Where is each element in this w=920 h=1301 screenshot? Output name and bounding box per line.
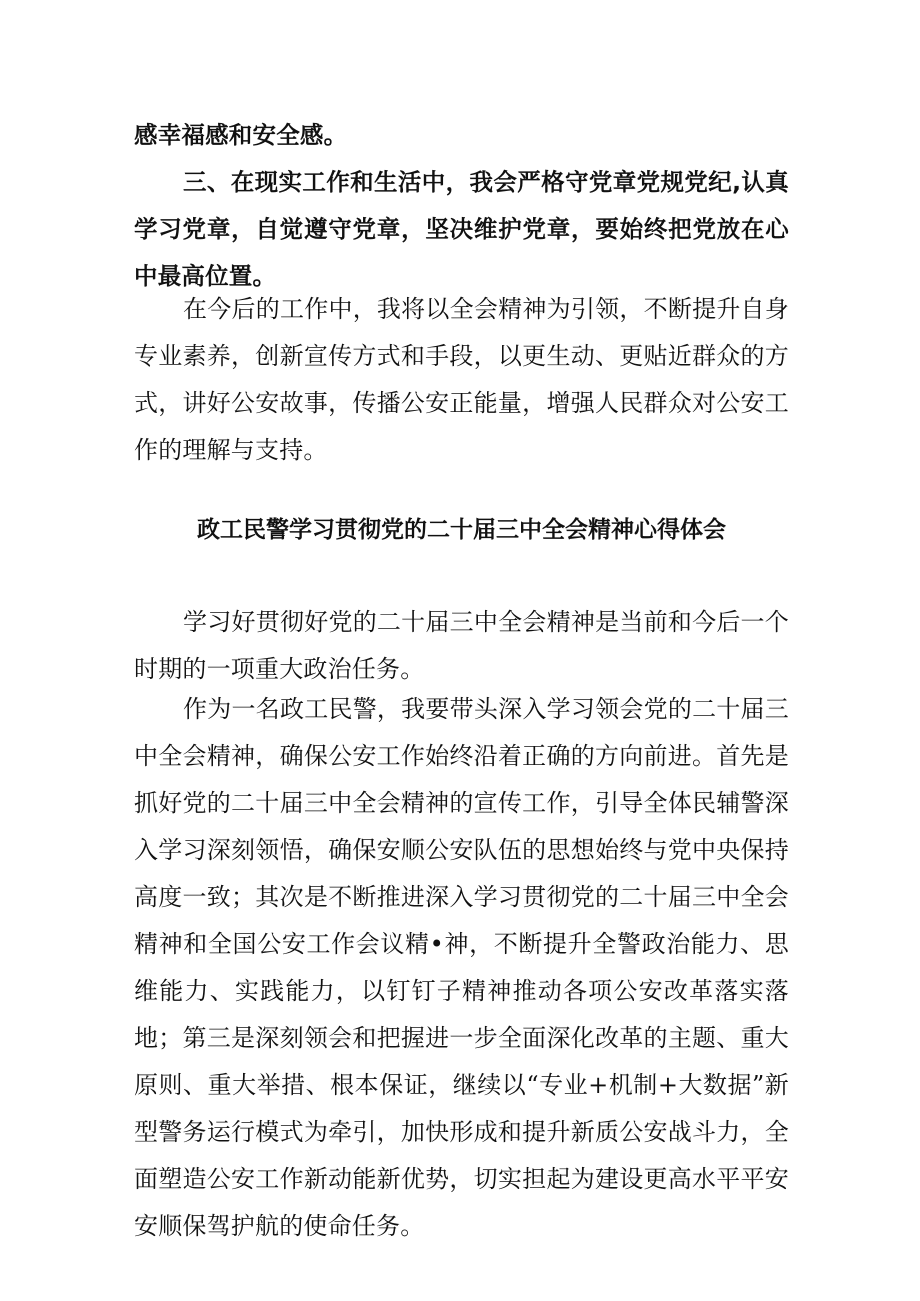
paragraph-main: 作为一名政工民警，我要带头深入学习领会党的二十届三中全会精神，确保公安工作始终沿着正确的方向前进。首先是抓好党的二十届三中全会精神的宣传工作，引导全体民辅警深入学习深刻领悟，确保安顺公安队伍的思想始终与党中央保持高度一致；其次是不断推进深入学习贯彻党的二十届三中全会精神和全国公安工作会议精•神，不断提升全警政治能力、思维能力、实践能力，以钉钉子精神推动各项公安改革落实落地；第三是深刻领会和把握进一步全面深化改革的主题、重大原则、重大举措、根本保证，继续以“专业+机制+大数据”新型警务运行模式为牵引，加快形成和提升新质公安战斗力，全面塑造公安工作新动能新优势，切实担起为建设更高水平平安安顺保驾护航的使命任务。 [134, 695, 789, 1240]
paragraph-intro: 学习好贯彻好党的二十届三中全会精神是当前和今后一个时期的一项重大政治任务。 [134, 608, 789, 683]
paragraph-point-three: 三、在现实工作和生活中，我会严格守党章党规党纪,认真学习党章，自觉遵守党章，坚决维护党章，要始终把党放在心中最高位置。 [134, 168, 789, 290]
paragraph-closing-line: 感幸福感和安全感。 [134, 121, 348, 149]
document-title: 政工民警学习贯彻党的二十届三中全会精神心得体会 [197, 517, 726, 543]
paragraph-future-work: 在今后的工作中，我将以全会精神为引领，不断提升自身专业素养，创新宣传方式和手段，以更生动、更贴近群众的方式，讲好公安故事，传播公安正能量，增强人民群众对公安工作的理解与支持。 [134, 295, 789, 464]
